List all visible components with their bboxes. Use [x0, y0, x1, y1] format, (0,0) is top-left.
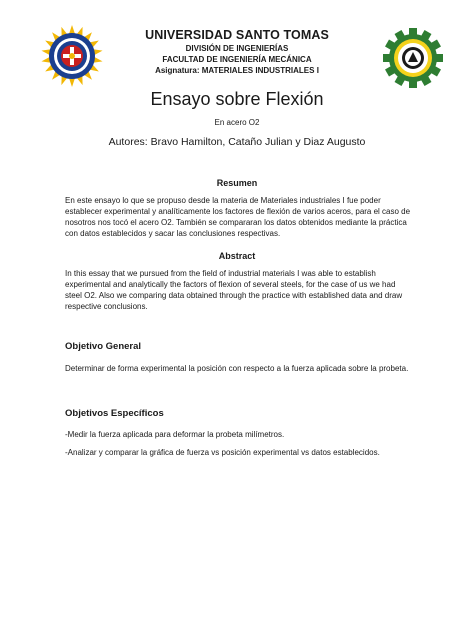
- document-authors: Autores: Bravo Hamilton, Cataño Julian y Diaz Augusto: [108, 136, 366, 148]
- document-subtitle: En acero O2: [214, 118, 260, 127]
- faculty-gear-seal-icon: [383, 28, 443, 88]
- university-seal-icon: [40, 24, 104, 88]
- objetivo-general-text: Determinar de forma experimental la posición con respecto a la fuerza aplicada sobre la probeta.: [65, 364, 409, 373]
- abstract-text: In this essay that we pursued from the field of industrial materials I was able to establish experimental and analytically the factors of flexion of several steels, for the case of us we had steel O2. Also we comparing data obtained through the practice with established data and draw respective conclusions.: [65, 269, 403, 311]
- list-item: -Medir la fuerza aplicada para deformar la probeta milímetros.: [65, 430, 285, 439]
- division-name: DIVISIÓN DE INGENIERÍAS: [185, 44, 289, 53]
- resumen-heading: Resumen: [216, 178, 258, 188]
- institution-header: [110, 28, 364, 76]
- resumen-text: En este ensayo lo que se propuso desde la materia de Materiales industriales I fue poder establecer experimental y analíticamente los factores de flexión de varios aceros, para el caso de nosotros nos tocó el acero O2. También se compararan los datos obtenidos mediante la práctica con datos establecidos y sacar las conclusiones respectivas.: [65, 196, 411, 238]
- objetivos-especificos-heading: Objetivos Específicos: [65, 408, 164, 419]
- objetivo-general-heading: Objetivo General: [65, 341, 142, 352]
- abstract-heading: Abstract: [218, 251, 256, 261]
- faculty-name: FACULTAD DE INGENIERÍA MECÁNICA: [162, 55, 312, 64]
- list-item: -Analizar y comparar la gráfica de fuerza vs posición experimental vs datos establecidos.: [65, 448, 380, 457]
- subject-name: Asignatura: MATERIALES INDUSTRIALES I: [155, 66, 319, 75]
- document-title: Ensayo sobre Flexión: [150, 89, 324, 109]
- university-name: UNIVERSIDAD SANTO TOMAS: [145, 28, 329, 42]
